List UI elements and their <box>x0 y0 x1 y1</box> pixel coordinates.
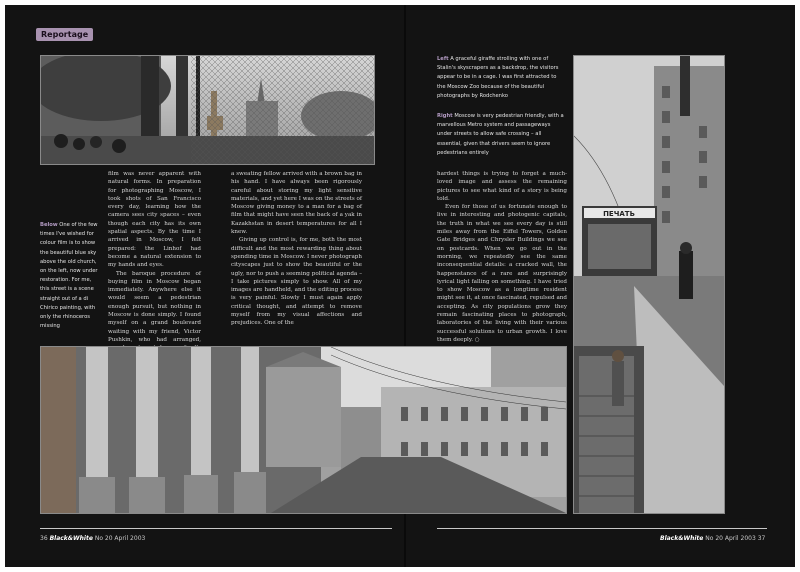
col3-para-2 <box>437 203 567 344</box>
caption-right-label: Right <box>437 113 453 119</box>
brand-logo-left: Black&White <box>49 535 93 542</box>
issue-left: No 20 April 2003 <box>94 535 146 542</box>
issue-right: No 20 April 2003 <box>705 535 756 542</box>
footer-rule-right <box>437 528 767 529</box>
photo-street-church <box>40 346 567 514</box>
col1-para-2: The baroque procedure of buying film in Moscow began immediately. Anywhere else it would seem a pedestrian enough pursuit, but nothing in Moscow is done simply. I found myself on a grand boulevard waiting with my friend, Victor Pushkin, who had arranged, <box>108 270 201 343</box>
col3-para-1: hardest things is trying to forget a much-loved image and assess the remaining pictures to see what kind of a story is being told. <box>437 171 567 202</box>
footer-rule-left <box>40 528 392 529</box>
kiosk-sign: ПЕЧАТЬ <box>603 210 635 218</box>
caption-left-text: A graceful giraffe strolling with one of Stalin's skyscrapers as a backdrop, the visitors appear to be in a cage. I was first attracted to the Moscow Zoo because of the beautiful photographs by Rodchenko <box>437 56 559 99</box>
page-number-left: 36 <box>40 535 48 542</box>
section-tag: Reportage <box>36 28 93 41</box>
caption-left <box>437 55 565 101</box>
col3-para-2-text: Even for those of us fortunate enough to live in interesting and photogenic capitals, the truth in what we see every day is still miles away from the Eiffel Towers, Golden Gate Bridges and Chrysler Buildings we see on postcards. When we go out in the morning, we repeatedly see the same inconsequential details: a cracked wall, the happenstance of a rare and surprisingly lyrical light falling on something. I have tried to show Moscow as a longtime resident might see it, at once fascinated, repulsed and accepting. As city populations grow they remain fascinating places to photograph, laboratories of the living with their various successful solutions to urban growth. I love them deeply. <box>437 204 567 343</box>
col2-para-1: a sweating fellow arrived with a brown bag in his hand. I have always been rigorously careful about storing my light sensitive materials, and yet here I was on the streets of Moscow giving money to a man for a bag of film that might have seen the back of a yak in Kazakhstan in desert temperatures for all I knew. <box>231 171 362 236</box>
caption-below-text: One of the few times I've wished for colour film is to show the beautiful blue sky above the old church, on the left, now under restoration. For me, this street is a scene straight out of a di Chirico painting, with only the rhinoceros missing <box>40 222 98 330</box>
footer-left <box>40 535 145 542</box>
photo-zoo-giraffe <box>40 55 375 165</box>
article-column-3 <box>437 170 567 344</box>
end-mark: ○ <box>474 336 480 343</box>
footer-right <box>660 535 765 542</box>
caption-right-text: Moscow is very pedestrian friendly, with a marvellous Metro system and passageways under streets to allow safe crossing – all essential, given that drivers seem to ignore pedestrians entirely <box>437 113 564 156</box>
col1-para-1: film was never apparent with natural forms. In preparation for photographing Moscow, I took shots of San Francisco every day, learning how the camera sees city spaces – even though each city has its own spatial aspects. By the time I arrived in Moscow, I felt prepared: the Linhof had become a natural extension to my hands and eyes. <box>108 171 201 269</box>
metro-photo-graphic <box>574 56 724 513</box>
caption-right <box>437 112 565 158</box>
page-number-right: 37 <box>757 535 766 542</box>
brand-logo-right: Black&White <box>660 535 704 542</box>
article-column-2 <box>231 170 362 328</box>
col2-para-2: Giving up control is, for me, both the most difficult and the most rewarding thing about spending time in Moscow. I never photograph cityscapes just to show the beautiful or the ugly, nor to push a seeming political agenda – I take pictures simply to show. All of my images are handheld, and the editing process is very painful. Slowly I must again apply critical thought, and attempt to remove myself from my visual affections and prejudices. One of the <box>231 237 362 327</box>
caption-below-label: Below <box>40 222 58 228</box>
photo-metro-passage <box>573 55 725 514</box>
caption-below <box>40 221 102 331</box>
zoo-photo-graphic <box>41 56 374 164</box>
street-photo-graphic <box>41 347 566 513</box>
caption-left-label: Left <box>437 56 449 62</box>
